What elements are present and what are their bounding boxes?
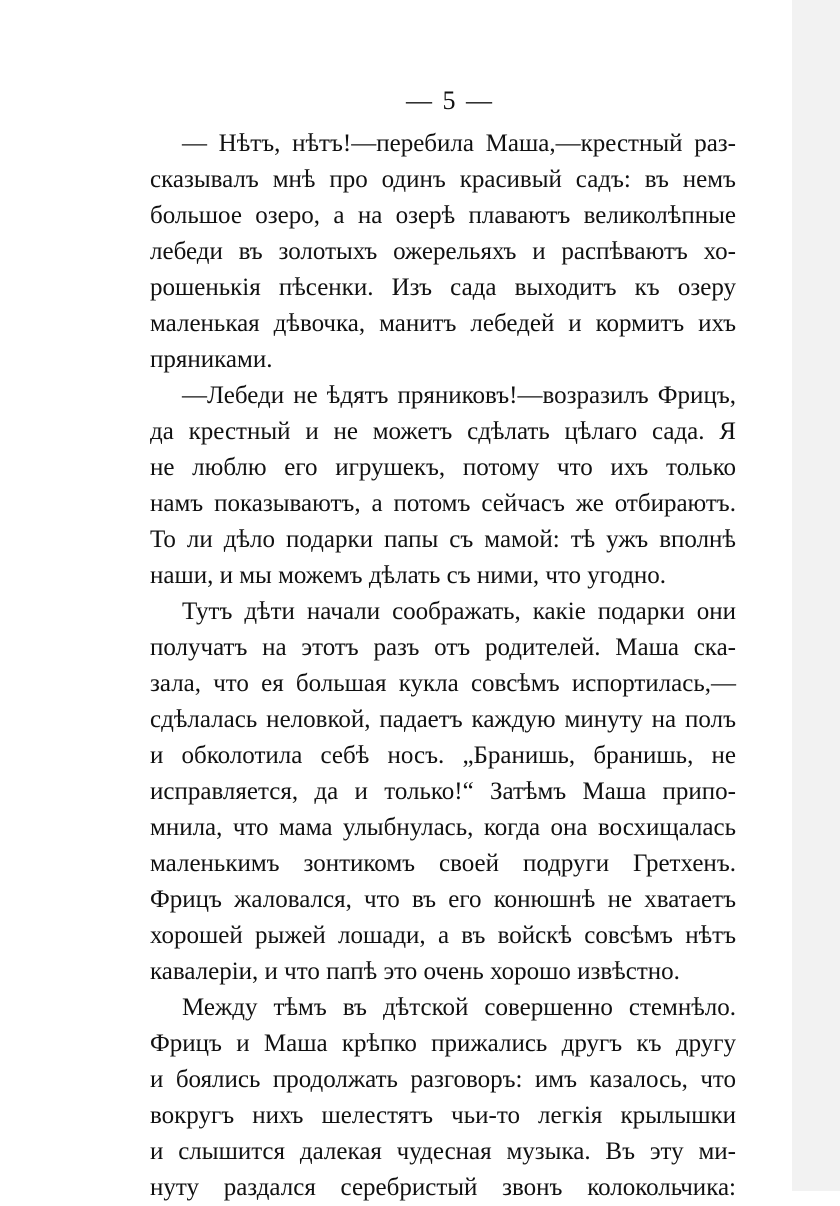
paragraph	[150, 378, 736, 594]
text-line: да крестный и не можетъ сдѣлать цѣлаго сада. Я	[150, 418, 736, 445]
text-line: То ли дѣло подарки папы съ мамой: тѣ ужъ вполнѣ	[150, 526, 736, 553]
text-line: вокругъ нихъ шелестятъ чьи-то легкія крылышки	[150, 1102, 736, 1129]
text-line: Тутъ дѣти начали соображать, какіе подарки они	[182, 598, 736, 625]
text-line: маленькимъ зонтикомъ своей подруги Гретхенъ.	[150, 850, 736, 877]
text-line: наши, и мы можемъ дѣлать съ ними, что угодно.	[150, 562, 667, 589]
text-line: зала, что ея большая кукла совсѣмъ испортилась,—	[150, 670, 736, 697]
text-line: большое озеро, а на озерѣ плаваютъ великолѣпные	[150, 202, 736, 229]
text-line: сказывалъ мнѣ про одинъ красивый садъ: въ немъ	[150, 166, 736, 193]
text-line: и обколотила себѣ носъ. „Бранишь, бранишь, не	[150, 742, 736, 769]
text-line: хорошей рыжей лошади, а въ войскѣ совсѣмъ нѣтъ	[150, 922, 736, 949]
text-line: и слышится далекая чудесная музыка. Въ эту ми-	[150, 1138, 736, 1165]
text-line: исправляется, да и только!“ Затѣмъ Маша припо-	[150, 778, 736, 805]
scan-margin	[792, 0, 840, 1191]
text-line: и боялись продолжать разговоръ: имъ казалось, что	[150, 1066, 736, 1093]
paragraph	[150, 126, 736, 378]
text-line: нуту раздался серебристый звонъ колокольчика:	[150, 1174, 736, 1201]
text-line: не люблю его игрушекъ, потому что ихъ только	[150, 454, 736, 481]
text-line: рошенькія пѣсенки. Изъ сада выходитъ къ озеру	[150, 274, 736, 301]
text-line: Фрицъ жаловался, что въ его конюшнѣ не хватаетъ	[150, 886, 736, 913]
text-line: намъ показываютъ, а потомъ сейчасъ же отбираютъ.	[150, 490, 736, 517]
text-line: Фрицъ и Маша крѣпко прижались другъ къ другу	[150, 1030, 736, 1057]
text-line: —Лебеди не ѣдятъ пряниковъ!—возразилъ Фрицъ,	[182, 382, 736, 409]
text-line: маленькая дѣвочка, манитъ лебедей и кормитъ ихъ	[150, 310, 736, 337]
text-line: пряниками.	[150, 346, 273, 373]
text-line: мнила, что мама улыбнулась, когда она восхищалась	[150, 814, 736, 841]
paragraph	[150, 594, 736, 990]
text-line: сдѣлалась неловкой, падаетъ каждую минуту на полъ	[150, 706, 736, 733]
text-line: кавалеріи, и что папѣ это очень хорошо извѣстно.	[150, 958, 680, 985]
text-line: Между тѣмъ въ дѣтской совершенно стемнѣло.	[182, 994, 736, 1021]
paragraph	[150, 990, 736, 1206]
page-number: — 5 —	[406, 86, 494, 115]
body-text	[150, 126, 736, 1206]
text-line: лебеди въ золотыхъ ожерельяхъ и распѣваютъ хо-	[150, 238, 736, 265]
text-line: — Нѣтъ, нѣтъ!—перебила Маша,—крестный раз-	[182, 130, 736, 157]
text-line: получатъ на этотъ разъ отъ родителей. Маша ска-	[150, 634, 736, 661]
